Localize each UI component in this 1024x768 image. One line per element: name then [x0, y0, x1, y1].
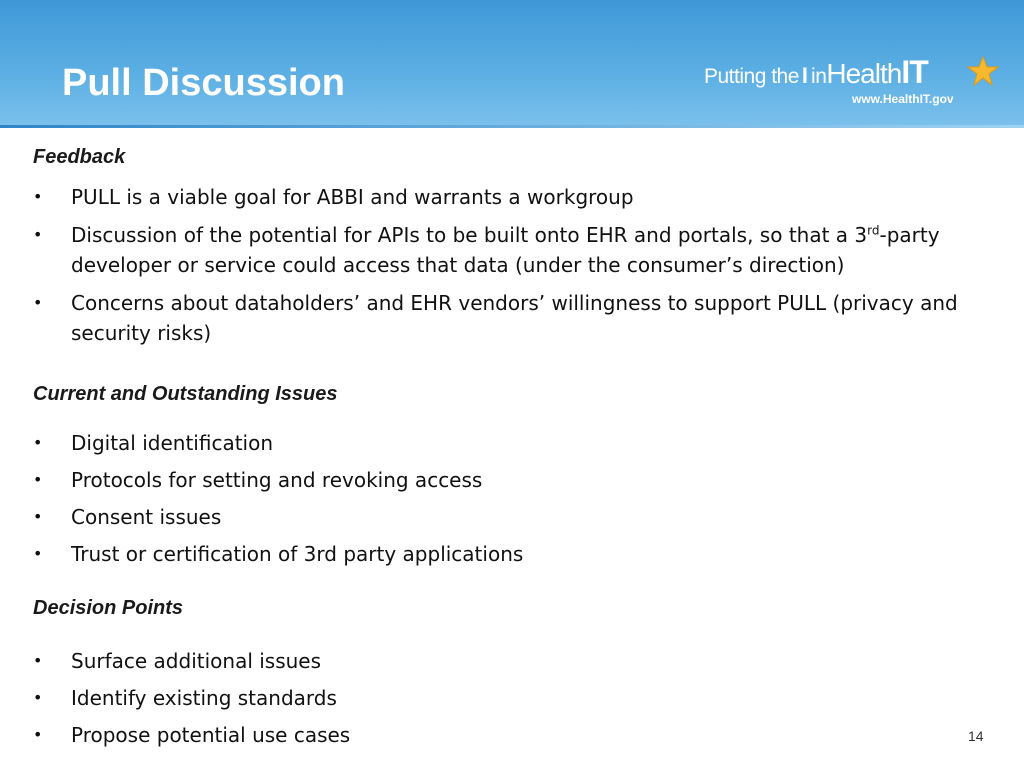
- bullet-icon: •: [33, 433, 43, 452]
- list-item: [33, 288, 993, 348]
- bullet-text-part: -party developer or service could access that data (under the consumer’s direction): [71, 223, 940, 277]
- logo-text-it: IT: [901, 54, 928, 90]
- bullet-text: Surface additional issues: [71, 649, 322, 673]
- list-item: [33, 465, 993, 495]
- bullet-text: Digital identification: [71, 431, 274, 455]
- page-number: 14: [968, 728, 984, 744]
- bullet-text: Concerns about dataholders’ and EHR vendors’ willingness to support PULL (privacy and security risks): [71, 291, 958, 345]
- title-banner: [0, 0, 1024, 128]
- list-item: [33, 182, 993, 212]
- bullet-icon: •: [33, 293, 43, 312]
- logo-text-putting: Putting the: [704, 65, 799, 88]
- bullet-icon: •: [33, 470, 43, 489]
- bullet-text: Protocols for setting and revoking access: [71, 468, 483, 492]
- issues-heading: Current and Outstanding Issues: [33, 383, 338, 405]
- logo-text-in: in: [811, 65, 827, 88]
- superscript: rd: [867, 223, 880, 238]
- bullet-icon: •: [33, 651, 43, 670]
- list-item: [33, 502, 993, 532]
- logo-text-health: Health: [826, 58, 902, 89]
- logo-wordmark: [704, 54, 928, 91]
- logo-text-i: I: [801, 63, 809, 88]
- list-item: [33, 646, 993, 676]
- bullet-text: Propose potential use cases: [71, 723, 351, 747]
- feedback-heading: Feedback: [33, 146, 126, 168]
- bullet-icon: •: [33, 507, 43, 526]
- star-icon: [967, 55, 999, 87]
- list-item: [33, 720, 993, 750]
- list-item: [33, 220, 993, 280]
- bullet-text: Trust or certification of 3rd party applications: [71, 542, 524, 566]
- list-item: [33, 683, 993, 713]
- bullet-icon: •: [33, 688, 43, 707]
- logo-url: www.HealthIT.gov: [852, 92, 954, 106]
- bullet-text: Consent issues: [71, 505, 222, 529]
- list-item: [33, 428, 993, 458]
- bullet-text: Identify existing standards: [71, 686, 337, 710]
- decisions-heading: Decision Points: [33, 597, 184, 619]
- bullet-icon: •: [33, 187, 43, 206]
- bullet-icon: •: [33, 225, 43, 244]
- bullet-text: [71, 220, 993, 280]
- bullet-icon: •: [33, 544, 43, 563]
- bullet-text-part: Discussion of the potential for APIs to be built onto EHR and portals, so that a 3: [71, 223, 868, 247]
- healthit-logo: [704, 52, 1004, 116]
- slide-title: Pull Discussion: [62, 62, 345, 104]
- list-item: [33, 539, 993, 569]
- bullet-icon: •: [33, 725, 43, 744]
- bullet-text: PULL is a viable goal for ABBI and warrants a workgroup: [71, 185, 634, 209]
